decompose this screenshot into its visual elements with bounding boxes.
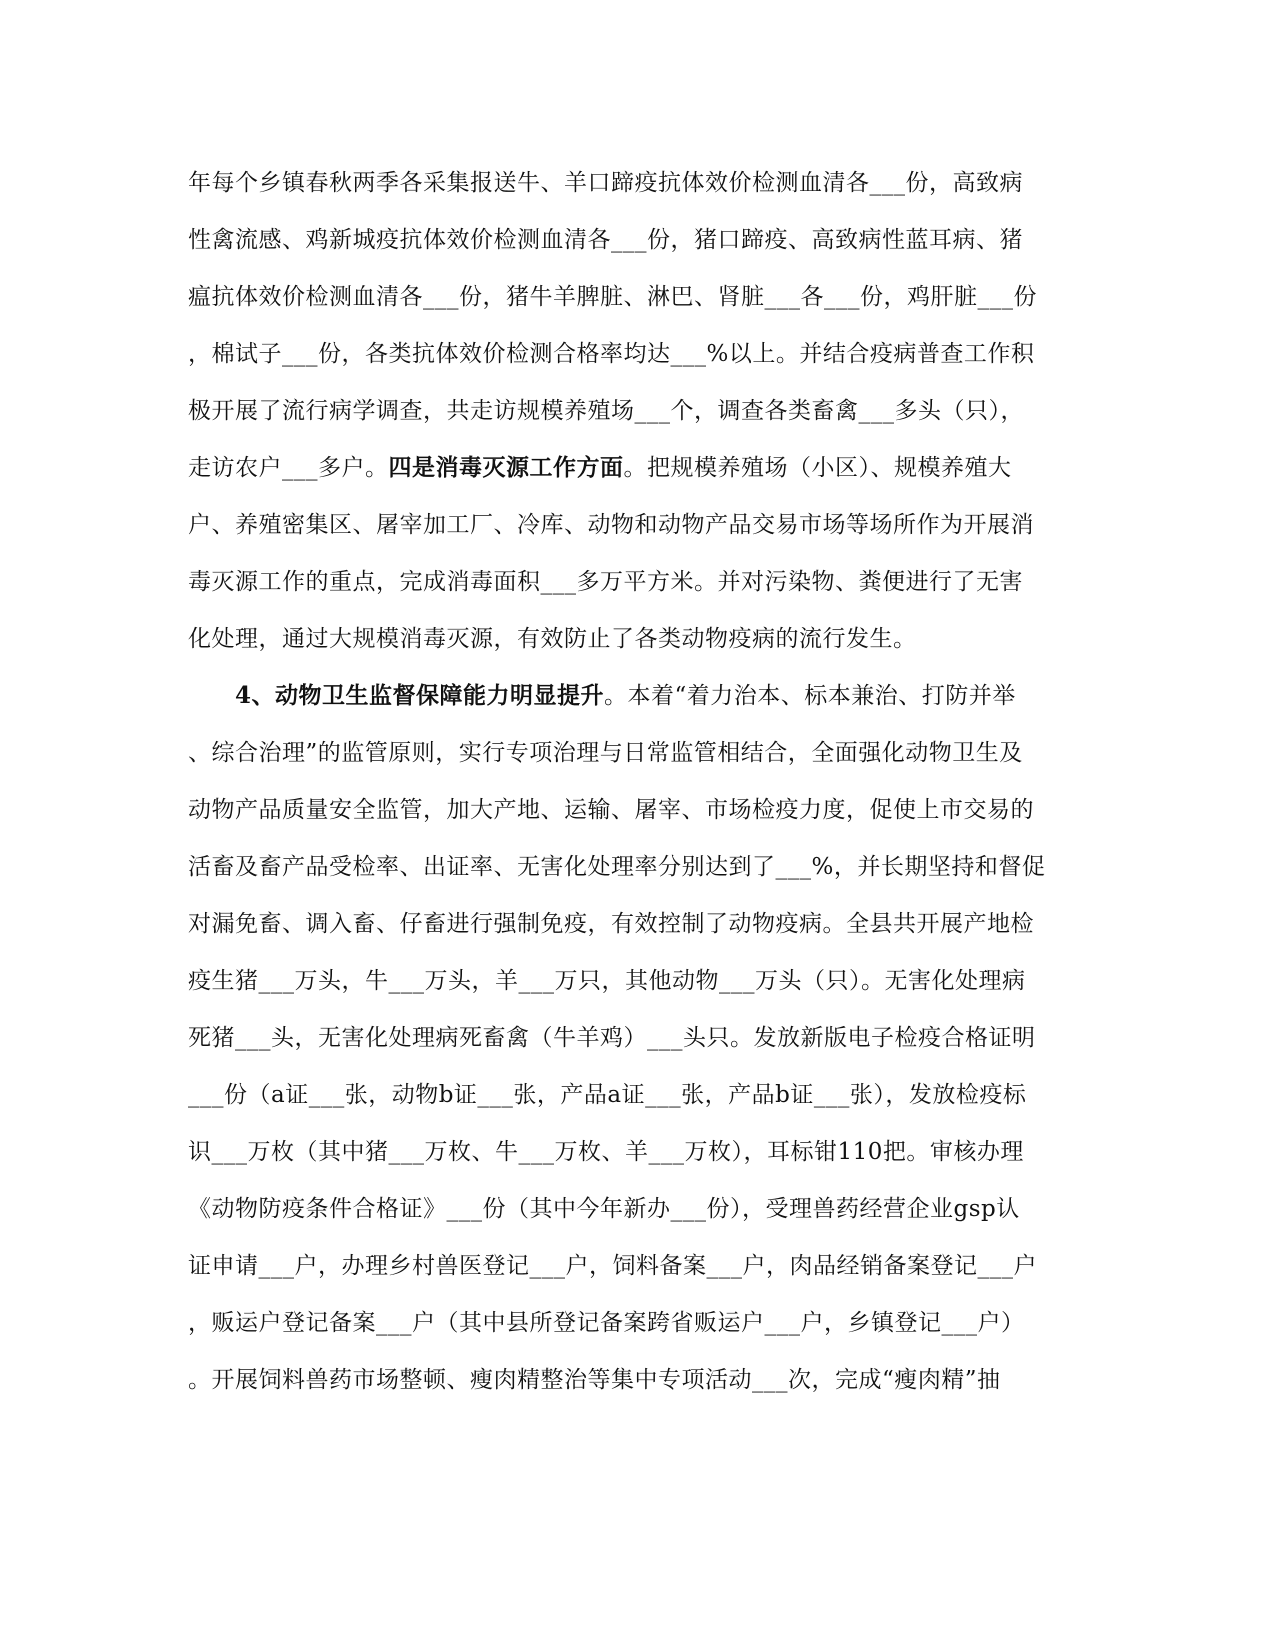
text-line-4: ，棉试子___份，各类抗体效价检测合格率均达___%以上。并结合疫病普查工作积 — [188, 341, 1035, 367]
text-line-21: ，贩运户登记备案___户（其中县所登记备案跨省贩运户___户，乡镇登记___户） — [188, 1310, 1025, 1336]
text-line-10-end: 。本着“着力治本、标本兼治、打防并举 — [604, 683, 1016, 709]
text-line-2: 性禽流感、鸡新城疫抗体效价检测血清各___份，猪口蹄疫、高致病性蓝耳病、猪 — [188, 227, 1023, 253]
text-line-6-start: 走访农户___多户。 — [188, 455, 389, 481]
text-line-17: ___份（a证___张，动物b证___张，产品a证___张，产品b证___张），发放检疫标 — [188, 1082, 1027, 1108]
text-line-6-end: 。把规模养殖场（小区）、规模养殖大 — [623, 455, 1012, 481]
text-line-5: 极开展了流行病学调查，共走访规模养殖场___个，调查各类畜禽___多头（只）， — [188, 398, 1024, 424]
text-line-16: 死猪___头，无害化处理病死畜禽（牛羊鸡）___头只。发放新版电子检疫合格证明 — [188, 1025, 1036, 1051]
text-line-7: 户、养殖密集区、屠宰加工厂、冷库、动物和动物产品交易市场等场所作为开展消 — [188, 512, 1034, 538]
section-heading-disinfection: 四是消毒灭源工作方面 — [388, 454, 624, 481]
text-line-15: 疫生猪___万头，牛___万头，羊___万只，其他动物___万头（只）。无害化处理病 — [188, 968, 1026, 994]
text-line-11: 、综合治理”的监管原则，实行专项治理与日常监管相结合，全面强化动物卫生及 — [188, 740, 1023, 766]
text-line-3: 瘟抗体效价检测血清各___份，猪牛羊脾脏、淋巴、肾脏___各___份，鸡肝脏___份 — [188, 284, 1037, 310]
text-line-19: 《动物防疫条件合格证》___份（其中今年新办___份），受理兽药经营企业gsp认 — [188, 1196, 1020, 1222]
text-line-6 — [188, 453, 1012, 483]
text-line-14: 对漏免畜、调入畜、仔畜进行强制免疫，有效控制了动物疫病。全县共开展产地检 — [188, 911, 1034, 937]
text-line-20: 证申请___户，办理乡村兽医登记___户，饲料备案___户，肉品经销备案登记___户 — [188, 1253, 1037, 1279]
text-line-18: 识___万枚（其中猪___万枚、牛___万枚、羊___万枚），耳标钳110把。审核办理 — [188, 1139, 1024, 1165]
text-line-22: 。开展饲料兽药市场整顿、瘦肉精整治等集中专项活动___次，完成“瘦肉精”抽 — [188, 1367, 1001, 1393]
section-heading-supervision: 4、动物卫生监督保障能力明显提升 — [235, 682, 605, 709]
text-line-8: 毒灭源工作的重点，完成消毒面积___多万平方米。并对污染物、粪便进行了无害 — [188, 569, 1023, 595]
text-line-10 — [235, 681, 1016, 711]
text-line-13: 活畜及畜产品受检率、出证率、无害化处理率分别达到了___%，并长期坚持和督促 — [188, 854, 1046, 880]
text-line-1: 年每个乡镇春秋两季各采集报送牛、羊口蹄疫抗体效价检测血清各___份，高致病 — [188, 170, 1023, 196]
text-line-12: 动物产品质量安全监管，加大产地、运输、屠宰、市场检疫力度，促使上市交易的 — [188, 797, 1034, 823]
text-line-9: 化处理，通过大规模消毒灭源，有效防止了各类动物疫病的流行发生。 — [188, 626, 917, 652]
